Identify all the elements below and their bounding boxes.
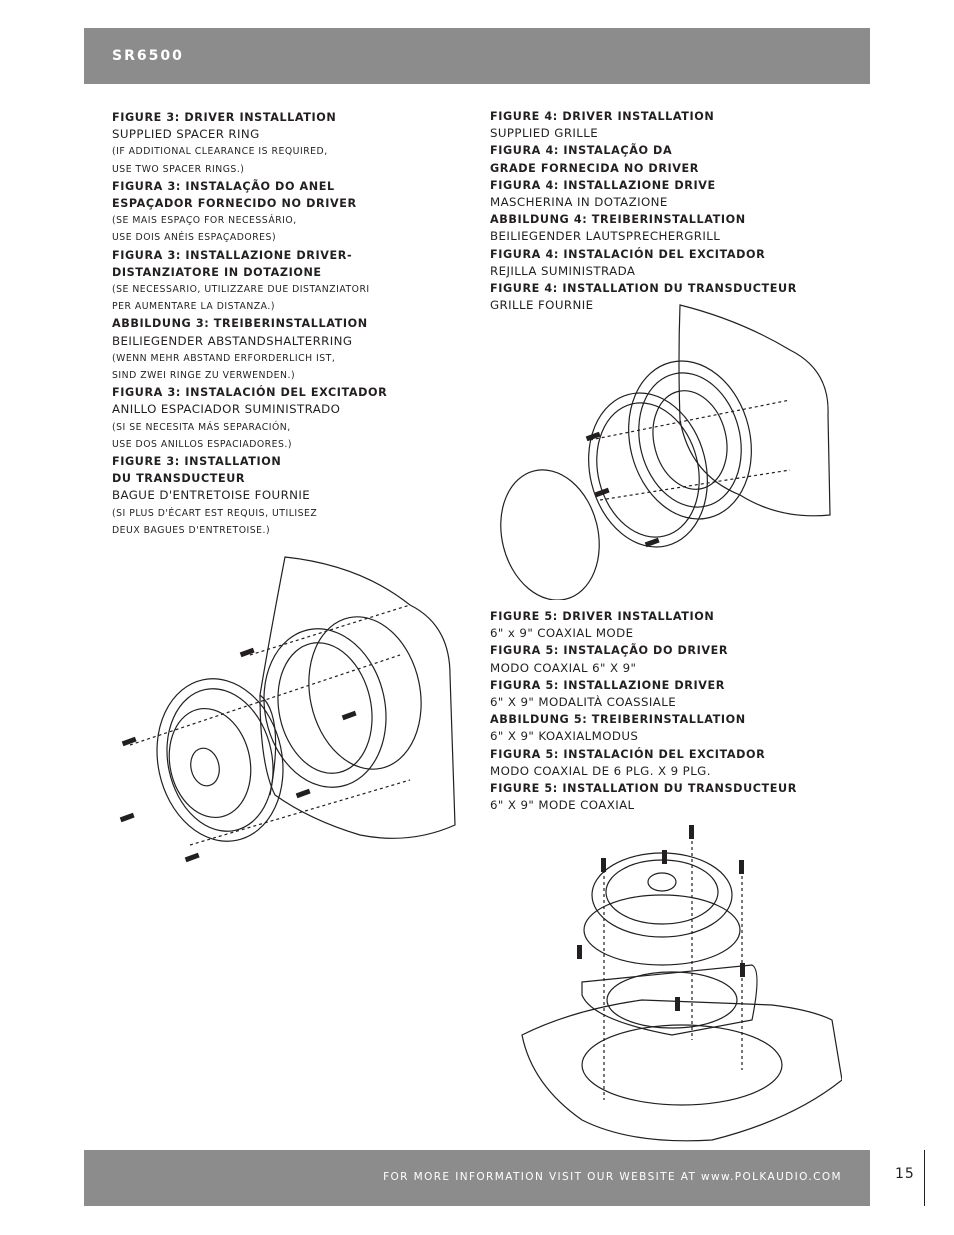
figure-4-captions: [490, 108, 797, 314]
caption-subtitle: 6" X 9" MODALITÀ COASSIALE: [490, 695, 677, 710]
caption-subtitle: 6" X 9" KOAXIALMODUS: [490, 729, 639, 744]
caption-note: (SI PLUS D'ÉCART EST REQUIS, UTILISEZ: [112, 507, 318, 519]
screw-icon: [577, 945, 582, 959]
caption-heading: FIGURA 5: INSTALLAZIONE DRIVER: [490, 678, 725, 692]
caption-heading: ABBILDUNG 5: TREIBERINSTALLATION: [490, 713, 746, 727]
caption-heading: FIGURE 3: DRIVER INSTALLATION: [112, 111, 337, 124]
screw-icon: [601, 858, 606, 872]
caption-heading: FIGURA 5: INSTALAÇÃO DO DRIVER: [490, 644, 729, 658]
caption-subtitle: SUPPLIED GRILLE: [490, 126, 599, 141]
caption-heading: FIGURE 5: INSTALLATION DU TRANSDUCTEUR: [490, 782, 797, 796]
caption-heading: ABBILDUNG 4: TREIBERINSTALLATION: [490, 213, 746, 227]
mounting-surface-panel: [522, 1000, 842, 1141]
caption-subtitle: SUPPLIED SPACER RING: [112, 127, 260, 142]
adapter-plate: [582, 965, 757, 1035]
speaker-cone: [159, 701, 260, 825]
mounting-hole: [295, 606, 435, 780]
header-bar: [84, 28, 870, 84]
screw-icon: [120, 813, 135, 822]
screw-icon: [185, 853, 200, 862]
page-number-rule: [924, 1150, 925, 1206]
screw-icon: [342, 711, 357, 720]
figure-5-illustration: [512, 820, 842, 1145]
screw-icon: [675, 997, 680, 1011]
caption-subtitle: BAGUE D'ENTRETOISE FOURNIE: [112, 488, 311, 503]
caption-heading: FIGURE 4: DRIVER INSTALLATION: [490, 110, 715, 123]
spacer-ring: [584, 895, 740, 965]
caption-note: (SI SE NECESITA MÁS SEPARACIÓN,: [112, 421, 291, 433]
caption-note: (WENN MEHR ABSTAND ERFORDERLICH IST,: [112, 352, 336, 364]
caption-note: (IF ADDITIONAL CLEARANCE IS REQUIRED,: [112, 146, 328, 158]
caption-note: (SE NECESSARIO, UTILIZZARE DUE DISTANZIATORI: [112, 284, 370, 296]
caption-note: USE DOS ANILLOS ESPACIADORES.): [112, 438, 292, 450]
caption-subtitle: GRILLE FOURNIE: [490, 298, 594, 313]
caption-heading: FIGURE 3: INSTALLATION: [112, 455, 282, 469]
caption-note: PER AUMENTARE LA DISTANZA.): [112, 301, 275, 313]
screw-icon: [739, 860, 744, 874]
screw-icon: [645, 538, 660, 547]
figure-5-captions: [490, 608, 797, 814]
caption-heading: FIGURA 4: INSTALLAZIONE DRIVE: [490, 178, 716, 192]
caption-note: SIND ZWEI RINGE ZU VERWENDEN.): [112, 370, 296, 382]
screw-icon: [689, 825, 694, 839]
website-url: FOR MORE INFORMATION VISIT OUR WEBSITE AT www.POLKAUDIO.COM: [383, 1171, 842, 1183]
caption-heading: GRADE FORNECIDA NO DRIVER: [490, 161, 700, 175]
mounting-hole: [582, 1025, 782, 1105]
tweeter: [648, 873, 676, 891]
screw-icon: [586, 432, 601, 441]
caption-heading: DISTANZIATORE IN DOTAZIONE: [112, 265, 322, 279]
caption-heading: DU TRANSDUCTEUR: [112, 472, 246, 486]
caption-subtitle: MODO COAXIAL DE 6 PLG. X 9 PLG.: [490, 763, 711, 778]
caption-heading: FIGURE 4: INSTALLATION DU TRANSDUCTEUR: [490, 282, 797, 296]
caption-heading: FIGURA 3: INSTALLAZIONE DRIVER-: [112, 248, 353, 262]
caption-subtitle: REJILLA SUMINISTRADA: [490, 263, 636, 278]
caption-subtitle: MODO COAXIAL 6" X 9": [490, 660, 637, 675]
caption-subtitle: ANILLO ESPACIADOR SUMINISTRADO: [112, 402, 341, 417]
page-number: 15: [895, 1166, 915, 1182]
caption-note: USE TWO SPACER RINGS.): [112, 163, 245, 175]
caption-heading: FIGURA 4: INSTALAÇÃO DA: [490, 144, 673, 158]
caption-subtitle: 6" x 9" COAXIAL MODE: [490, 626, 634, 641]
caption-subtitle: BEILIEGENDER LAUTSPRECHERGRILL: [490, 229, 721, 244]
caption-subtitle: BEILIEGENDER ABSTANDSHALTERRING: [112, 333, 353, 348]
screw-icon: [240, 648, 255, 657]
caption-heading: FIGURA 4: INSTALACIÓN DEL EXCITADOR: [490, 247, 766, 261]
caption-note: DEUX BAGUES D'ENTRETOISE.): [112, 524, 271, 536]
caption-heading: ABBILDUNG 3: TREIBERINSTALLATION: [112, 317, 368, 331]
figure-3-captions: [112, 109, 387, 539]
caption-heading: FIGURA 5: INSTALACIÓN DEL EXCITADOR: [490, 747, 766, 761]
caption-note: (SE MAIS ESPAÇO FOR NECESSÁRIO,: [112, 215, 297, 227]
screw-icon: [740, 963, 745, 977]
caption-heading: FIGURA 3: INSTALACIÓN DEL EXCITADOR: [112, 386, 388, 400]
model-name: SR6500: [112, 48, 184, 64]
caption-note: USE DOIS ANÉIS ESPAÇADORES): [112, 232, 277, 244]
screw-icon: [122, 737, 137, 746]
spacer-ring: [250, 617, 401, 798]
caption-subtitle: MASCHERINA IN DOTAZIONE: [490, 195, 668, 210]
screw-icon: [296, 789, 311, 798]
footer-bar: [84, 1150, 870, 1206]
figure-3-illustration: [110, 545, 480, 885]
caption-heading: ESPAÇADOR FORNECIDO NO DRIVER: [112, 197, 357, 211]
speaker-dustcap: [187, 746, 222, 789]
screw-icon: [662, 850, 667, 864]
grille: [490, 459, 613, 600]
screw-icon: [595, 488, 610, 497]
caption-heading: FIGURE 5: DRIVER INSTALLATION: [490, 610, 715, 623]
caption-heading: FIGURA 3: INSTALAÇÃO DO ANEL: [112, 179, 335, 193]
figure-4-illustration: [490, 300, 840, 600]
caption-subtitle: 6" X 9" MODE COAXIAL: [490, 798, 635, 813]
